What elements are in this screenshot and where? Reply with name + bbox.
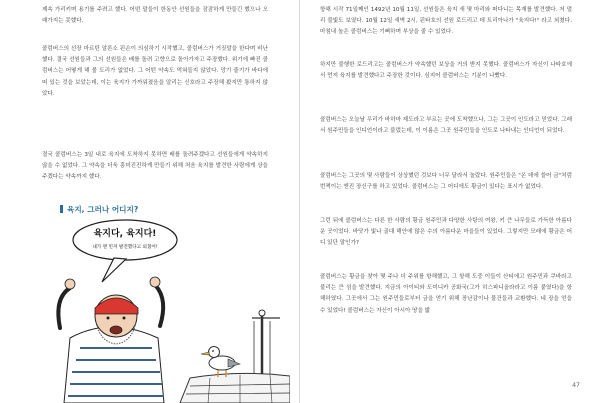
speech-line-2: 내가 맨 먼저 발견했다고 외쳤어! (92, 245, 158, 250)
left-paragraph-1: 제속 가리키며 용기를 주려고 했다. 어떤 말들이 한동안 선원들을 잠잠하게 만들긴 했으나 오래가지는 못했다. (42, 7, 268, 25)
heading-bar-icon (60, 205, 63, 213)
speech-bubble (73, 220, 177, 282)
section-heading (60, 204, 138, 215)
left-paragraph-3: 결국 콜럼버스는 3일 내로 육지에 도착하지 못하면 배를 돌려주겠다고 선원들에게 약속하지 않을 수 없었다. 그 약속을 더욱 흥미진진하게 만들기 위해 처음 육지를 발견한 사람에게 상을 주겠다는 약속까지 했다. (42, 152, 268, 181)
right-paragraph-5: 그런 뒤에 콜럼버스는 다른 한 사람의 황금 원주민과 다양한 사탕의 여왕, 키 큰 나무들로 가득한 아름다운 곳이었다. 바닷가 빛나 골대 해안에 많은 수의 아름다운 마을들이 있었다. 그렇지만 모래에 황금은 어디 있단 말인가? (320, 218, 572, 247)
sailor-figure (58, 277, 164, 403)
right-paragraph-4: 콜럼버스는 그곳의 몇 사람들이 상상했던 것보다 너무 달라서 놀랐다. 원주민들은 "온 데에 쓸어 금"처럼 번쩍이는 엔진 장신구를 하고 있었다. 콜럼버스는 그 어디에도 황금이 있다는 표시가 없었다. (320, 173, 572, 191)
left-paragraph-2: 콜럼버스의 선장 마르틴 알론소 핀손이 의심하기 시작했고, 콜럼버스가 거짓말을 한다며 비난했다. 결국 선원들과 그의 선원들은 배를 돌려 고향으로 돌아가자고 주장했다. 위기에 빠진 콜럼버스는 어떻게 해 볼 도리가 없었다. 그 어떤 약속도 먹혀들지 않았다. 망기 줄기가 바다에 떠 있는 것을 보았는데, 이는 육지가 가까워졌음을 알리는 신호라고 주장해 봤지만 통하지 않았다. (42, 46, 268, 97)
section-heading-text: 육지, 그러나 어디지? (67, 205, 139, 214)
seagull-icon (201, 347, 240, 378)
ship-deck-icon (180, 373, 290, 403)
right-paragraph-3: 콜럼버스는 오늘날 우리가 바하마 제도라고 부르는 곳에 도착했으나, 그는 그곳이 인도라고 믿었다. 그래서 원주민들을 인디언이라고 불렀는데, 이 이름은 그곳 원주민들을 인도로 나타내는 인디언이 되었다. (320, 117, 572, 135)
right-paragraph-1: 항해 시작 71일째인 1492년 10월 11일, 선원들은 육지 새 몇 마리와 떠다니는 목재를 발견했다. 저 멀리 불빛도 보였다. 10월 12일 새벽 2시, 핀타호의 선원 로드리고 데 트리아나가 "육지다!" 라고 외쳤다. 마침내 높은 콜럼버스는 기뻐하며 부상을 줄 수 있었다. (320, 7, 572, 36)
page-number: 47 (572, 382, 580, 389)
speech-line-1: 육지다, 육지다! (93, 229, 157, 239)
right-paragraph-6: 콜럼버스는 황금을 찾아 몇 주나 더 주위를 항해했고, 그 항해 도중 이들이 산티에고 원주민과 쿠바라고 불리는 큰 섬을 발견했다. 지금의 아이티와 도미니카 공화국(그가 히스파니올라라고 이름 붙였다)을 항해하였다. 그곳에서 그는 원주민들로부터 금을 얻기 위해 장난감이나 물건들과 교환했다. 네 장을 얻을 수 있었다! 콜럼버스는 자신이 아시아 땅을 밟 (320, 274, 572, 314)
right-paragraph-2: 하지만 불행한 로드리고는 콜럼버스가 약속했던 보상을 거의 받지 못했다. 콜럼버스가 자신이 나타호에서 먼저 육지를 발견했다고 주장한 것이다. 심지어 콜럼버스는 기분이 나빴다. (320, 62, 572, 80)
right-page (300, 0, 600, 403)
sailor-illustration (40, 218, 290, 403)
